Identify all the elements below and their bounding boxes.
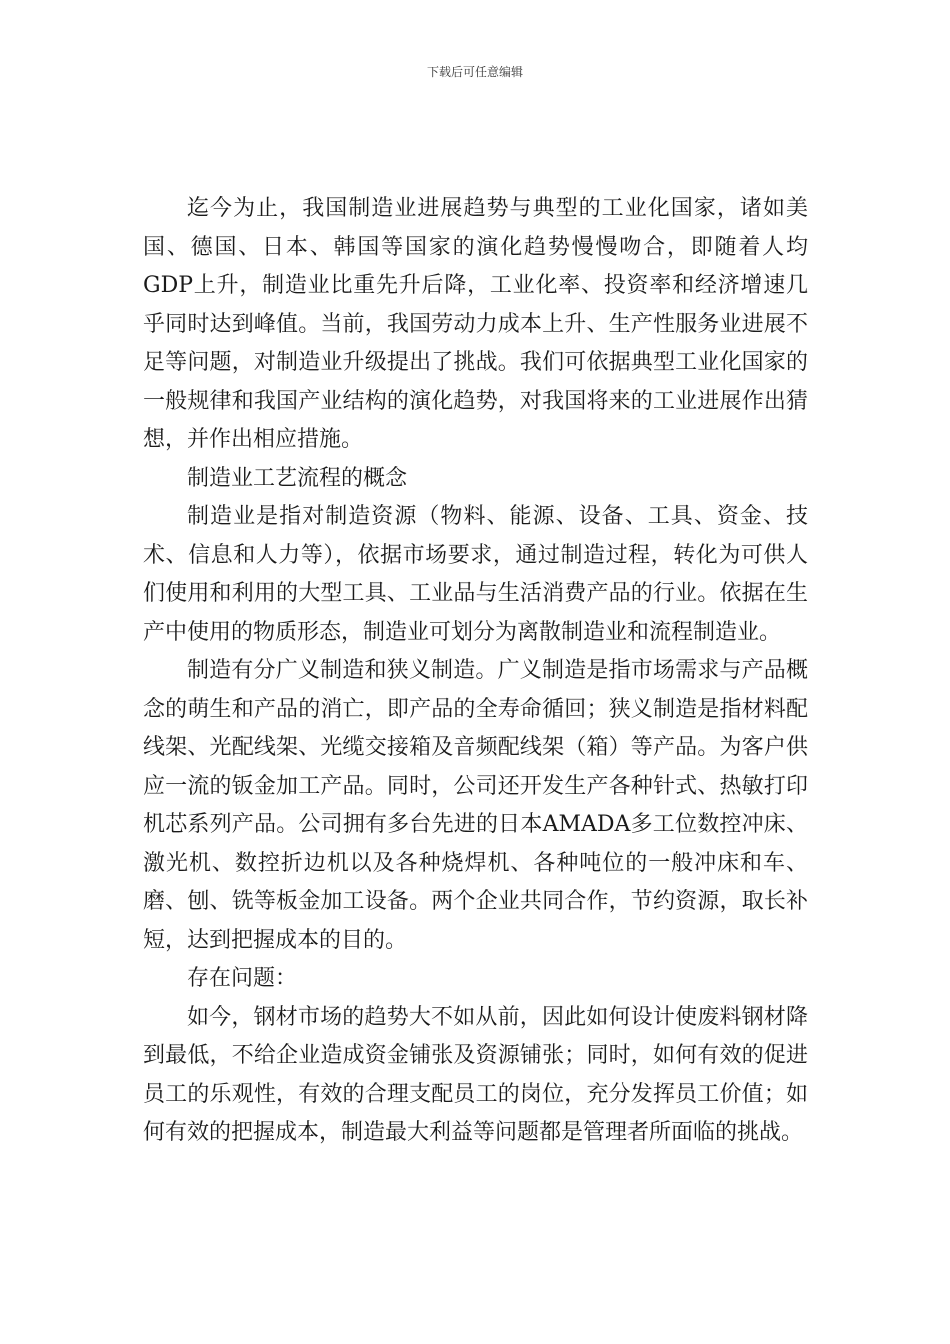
section-heading-problems: 存在问题：: [187, 966, 298, 991]
section-heading-concept: 制造业工艺流程的概念: [187, 465, 408, 491]
paragraph-definition: 制造业是指对制造资源（物料、能源、设备、工具、资金、技术、信息和人力等），依据市场要求，通过制造过程，转化为可供人们使用和利用的大型工具、工业品与生活消费产品的行业。依据在生产中使用的物质形态，制造业可划分为离散制造业和流程制造业。: [143, 504, 808, 645]
paragraph-problems: 如今，钢材市场的趋势大不如从前，因此如何设计使废料钢材降到最低，不给企业造成资金铺张及资源铺张；同时，如何有效的促进员工的乐观性，有效的合理支配员工的岗位，充分发挥员工价值；如何有效的把握成本，制造最大利益等问题都是管理者所面临的挑战。: [143, 1004, 808, 1145]
page-header: 下载后可任意编辑: [426, 65, 523, 79]
document-body: [143, 190, 808, 1153]
paragraph-manufacturing-scope: 制造有分广义制造和狭义制造。广义制造是指市场需求与产品概念的萌生和产品的消亡，即产品的全寿命循回；狭义制造是指材料配线架、光配线架、光缆交接箱及音频配线架（箱）等产品。为客户供应一流的钣金加工产品。同时，公司还开发生产各种针式、热敏打印机芯系列产品。公司拥有多台先进的日本AMADA多工位数控冲床、激光机、数控折边机以及各种烧焊机、各种吨位的一般冲床和车、磨、刨、铣等板金加工设备。两个企业共同合作，节约资源，取长补短，达到把握成本的目的。: [143, 658, 808, 953]
paragraph-intro: 迄今为止，我国制造业进展趋势与典型的工业化国家，诸如美国、德国、日本、韩国等国家的演化趋势慢慢吻合，即随着人均GDP上升，制造业比重先升后降，工业化率、投资率和经济增速几乎同时达到峰值。当前，我国劳动力成本上升、生产性服务业进展不足等问题，对制造业升级提出了挑战。我们可依据典型工业化国家的一般规律和我国产业结构的演化趋势，对我国将来的工业进展作出猜想，并作出相应措施。: [143, 196, 808, 452]
